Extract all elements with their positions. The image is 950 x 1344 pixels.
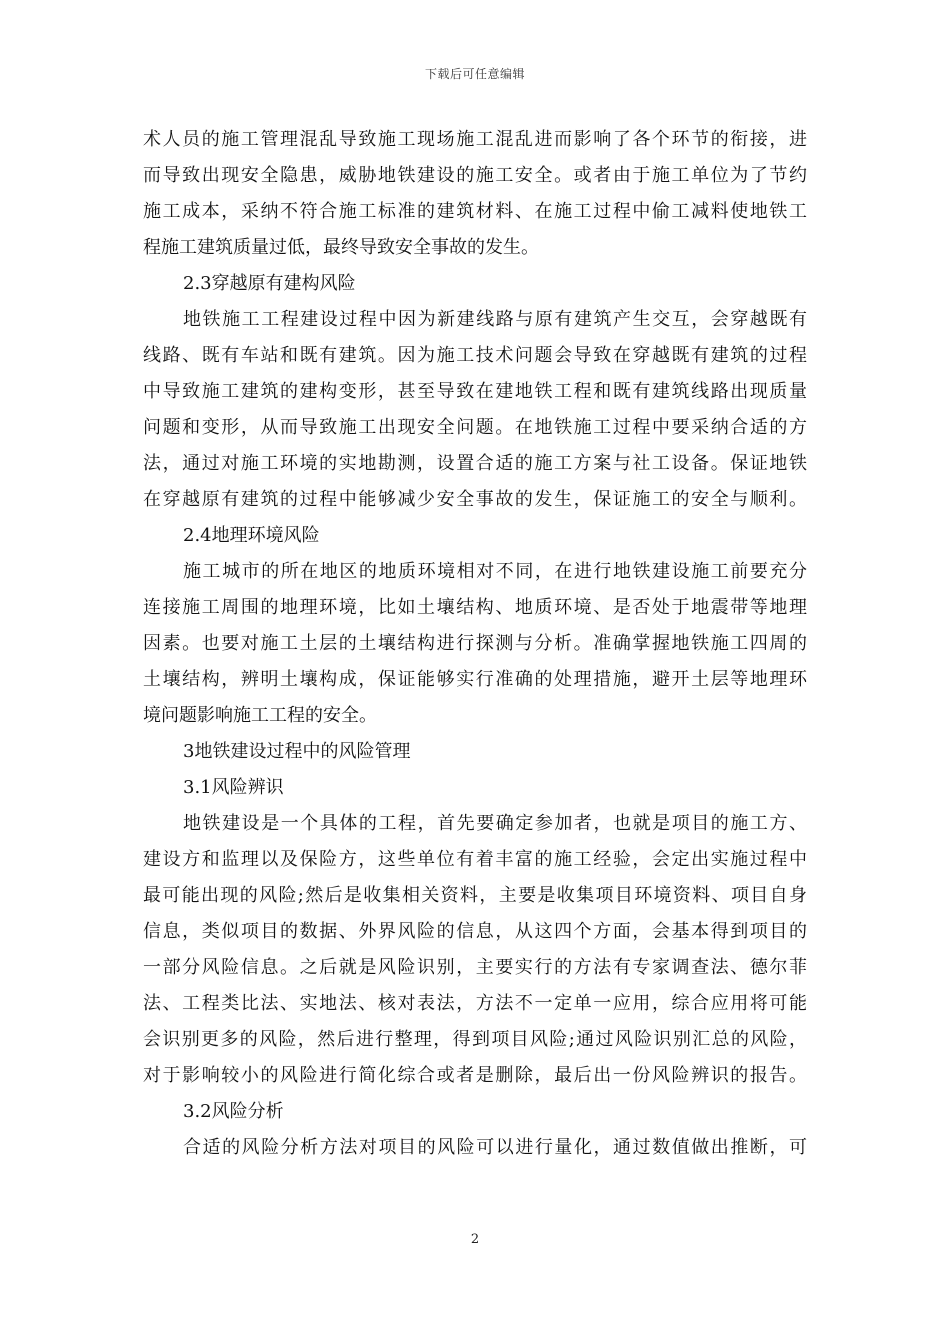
text-line: 程施工建筑质量过低，最终导致安全事故的发生。 (143, 237, 539, 258)
body-text (143, 122, 807, 1166)
text-line: 境问题影响施工工程的安全。 (143, 705, 377, 726)
text-line: 因素。也要对施工土层的土壤结构进行探测与分析。准确掌握地铁施工四周的 (143, 633, 807, 654)
text-line: 地铁施工工程建设过程中因为新建线路与原有建筑产生交互，会穿越既有 (183, 309, 807, 330)
section-heading: 3.2风险分析 (183, 1101, 284, 1122)
text-line: 地铁建设是一个具体的工程，首先要确定参加者，也就是项目的施工方、 (183, 813, 807, 834)
text-line: 施工成本，采纳不符合施工标准的建筑材料、在施工过程中偷工减料使地铁工 (143, 201, 807, 222)
page-number: 2 (470, 1232, 480, 1247)
text-line: 建设方和监理以及保险方，这些单位有着丰富的施工经验，会定出实施过程中 (143, 849, 807, 870)
text-line: 土壤结构，辨明土壤构成，保证能够实行准确的处理措施，避开土层等地理环 (143, 669, 807, 690)
text-line: 线路、既有车站和既有建筑。因为施工技术问题会导致在穿越既有建筑的过程 (143, 345, 807, 366)
section-heading: 2.3穿越原有建构风险 (183, 273, 356, 294)
text-line: 在穿越原有建筑的过程中能够减少安全事故的发生，保证施工的安全与顺利。 (143, 489, 807, 510)
section-heading: 3.1风险辨识 (183, 777, 284, 798)
text-line: 合适的风险分析方法对项目的风险可以进行量化，通过数值做出推断，可 (183, 1137, 807, 1158)
text-line: 会识别更多的风险，然后进行整理，得到项目风险;通过风险识别汇总的风险， (143, 1029, 807, 1050)
text-line: 连接施工周围的地理环境，比如土壤结构、地质环境、是否处于地震带等地理 (143, 597, 807, 618)
text-line: 法，通过对施工环境的实地勘测，设置合适的施工方案与社工设备。保证地铁 (143, 453, 807, 474)
section-heading: 2.4地理环境风险 (183, 525, 320, 546)
text-line: 施工城市的所在地区的地质环境相对不同，在进行地铁建设施工前要充分 (183, 561, 807, 582)
text-line: 术人员的施工管理混乱导致施工现场施工混乱进而影响了各个环节的衔接，进 (143, 129, 807, 150)
text-line: 问题和变形，从而导致施工出现安全问题。在地铁施工过程中要采纳合适的方 (143, 417, 807, 438)
page-header: 下载后可任意编辑 (424, 67, 525, 81)
text-line: 信息，类似项目的数据、外界风险的信息，从这四个方面，会基本得到项目的 (143, 921, 807, 942)
section-heading: 3地铁建设过程中的风险管理 (183, 741, 411, 762)
text-line: 而导致出现安全隐患，威胁地铁建设的施工安全。或者由于施工单位为了节约 (143, 165, 807, 186)
text-line: 法、工程类比法、实地法、核对表法，方法不一定单一应用，综合应用将可能 (143, 993, 807, 1014)
text-line: 对于影响较小的风险进行简化综合或者是删除，最后出一份风险辨识的报告。 (143, 1065, 807, 1086)
text-line: 一部分风险信息。之后就是风险识别，主要实行的方法有专家调查法、德尔菲 (143, 957, 807, 978)
text-line: 最可能出现的风险;然后是收集相关资料，主要是收集项目环境资料、项目自身 (143, 885, 807, 906)
text-line: 中导致施工建筑的建构变形，甚至导致在建地铁工程和既有建筑线路出现质量 (143, 381, 807, 402)
